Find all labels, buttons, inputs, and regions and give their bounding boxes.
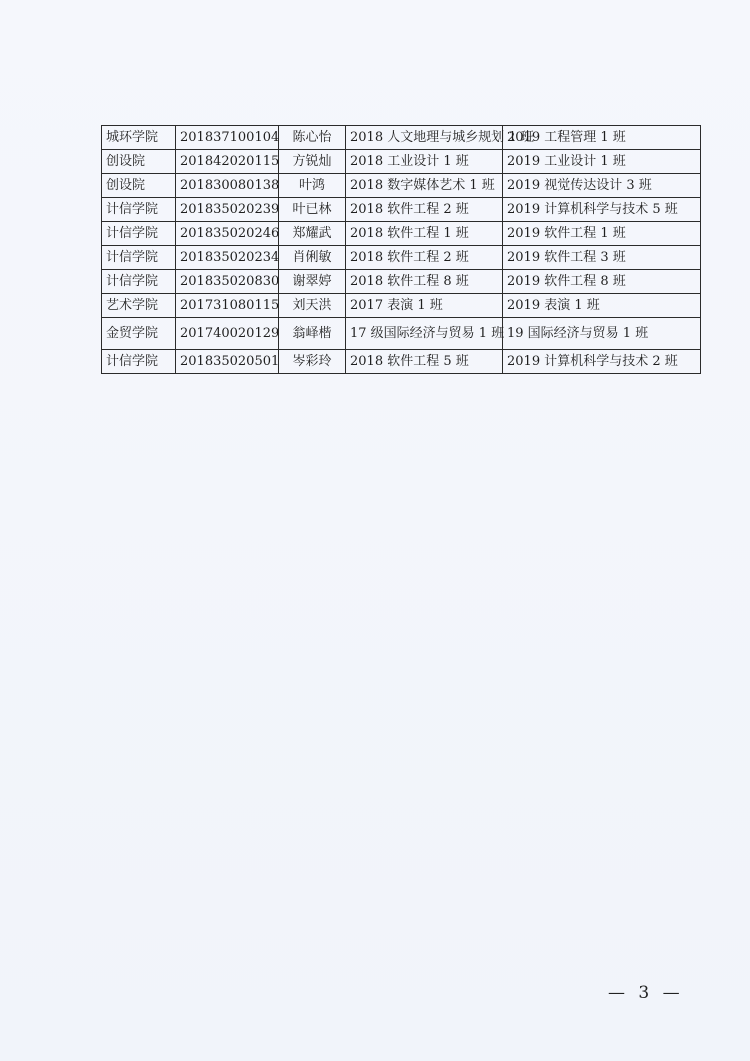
- student-name-cell: 翁峄楷: [279, 318, 346, 350]
- new-class-cell: 2019 软件工程 3 班: [503, 246, 701, 270]
- student-name-cell: 郑耀武: [279, 222, 346, 246]
- new-class-cell: 2019 计算机科学与技术 5 班: [503, 198, 701, 222]
- student-id-cell: 201837100104: [176, 126, 279, 150]
- college-cell: 金贸学院: [102, 318, 176, 350]
- college-cell: 计信学院: [102, 198, 176, 222]
- student-name-cell: 叶已林: [279, 198, 346, 222]
- student-name-cell: 岑彩玲: [279, 350, 346, 374]
- student-id-cell: 201835020246: [176, 222, 279, 246]
- table-row: [102, 294, 701, 318]
- student-id-cell: 201830080138: [176, 174, 279, 198]
- original-class-cell: 17 级国际经济与贸易 1 班: [346, 318, 503, 350]
- student-id-cell: 201835020234: [176, 246, 279, 270]
- original-class-cell: 2018 数字媒体艺术 1 班: [346, 174, 503, 198]
- table-row: [102, 318, 701, 350]
- student-name-cell: 陈心怡: [279, 126, 346, 150]
- table-row: [102, 126, 701, 150]
- student-id-cell: 201731080115: [176, 294, 279, 318]
- new-class-cell: 2019 软件工程 8 班: [503, 270, 701, 294]
- student-name-cell: 谢翠婷: [279, 270, 346, 294]
- student-id-cell: 201835020239: [176, 198, 279, 222]
- college-cell: 城环学院: [102, 126, 176, 150]
- new-class-cell: 19 国际经济与贸易 1 班: [503, 318, 701, 350]
- college-cell: 计信学院: [102, 246, 176, 270]
- page-number: — 3 —: [608, 983, 684, 1003]
- new-class-cell: 2019 工程管理 1 班: [503, 126, 701, 150]
- table-row: [102, 198, 701, 222]
- college-cell: 计信学院: [102, 222, 176, 246]
- table-row: [102, 150, 701, 174]
- student-name-cell: 叶鸿: [279, 174, 346, 198]
- original-class-cell: 2018 软件工程 8 班: [346, 270, 503, 294]
- student-name-cell: 肖俐敏: [279, 246, 346, 270]
- college-cell: 计信学院: [102, 350, 176, 374]
- college-cell: 艺术学院: [102, 294, 176, 318]
- new-class-cell: 2019 视觉传达设计 3 班: [503, 174, 701, 198]
- table-row: [102, 270, 701, 294]
- table-row: [102, 222, 701, 246]
- new-class-cell: 2019 工业设计 1 班: [503, 150, 701, 174]
- student-transfer-table: [101, 125, 701, 374]
- college-cell: 计信学院: [102, 270, 176, 294]
- new-class-cell: 2019 软件工程 1 班: [503, 222, 701, 246]
- table-row: [102, 246, 701, 270]
- student-id-cell: 201842020115: [176, 150, 279, 174]
- new-class-cell: 2019 表演 1 班: [503, 294, 701, 318]
- original-class-cell: 2018 软件工程 2 班: [346, 198, 503, 222]
- table-row: [102, 174, 701, 198]
- student-name-cell: 刘天洪: [279, 294, 346, 318]
- student-name-cell: 方锐灿: [279, 150, 346, 174]
- original-class-cell: 2018 工业设计 1 班: [346, 150, 503, 174]
- college-cell: 创设院: [102, 174, 176, 198]
- student-id-cell: 201835020501: [176, 350, 279, 374]
- original-class-cell: 2017 表演 1 班: [346, 294, 503, 318]
- new-class-cell: 2019 计算机科学与技术 2 班: [503, 350, 701, 374]
- original-class-cell: 2018 软件工程 2 班: [346, 246, 503, 270]
- table-row: [102, 350, 701, 374]
- student-id-cell: 201740020129: [176, 318, 279, 350]
- student-id-cell: 201835020830: [176, 270, 279, 294]
- original-class-cell: 2018 人文地理与城乡规划 1 班: [346, 126, 503, 150]
- original-class-cell: 2018 软件工程 1 班: [346, 222, 503, 246]
- original-class-cell: 2018 软件工程 5 班: [346, 350, 503, 374]
- college-cell: 创设院: [102, 150, 176, 174]
